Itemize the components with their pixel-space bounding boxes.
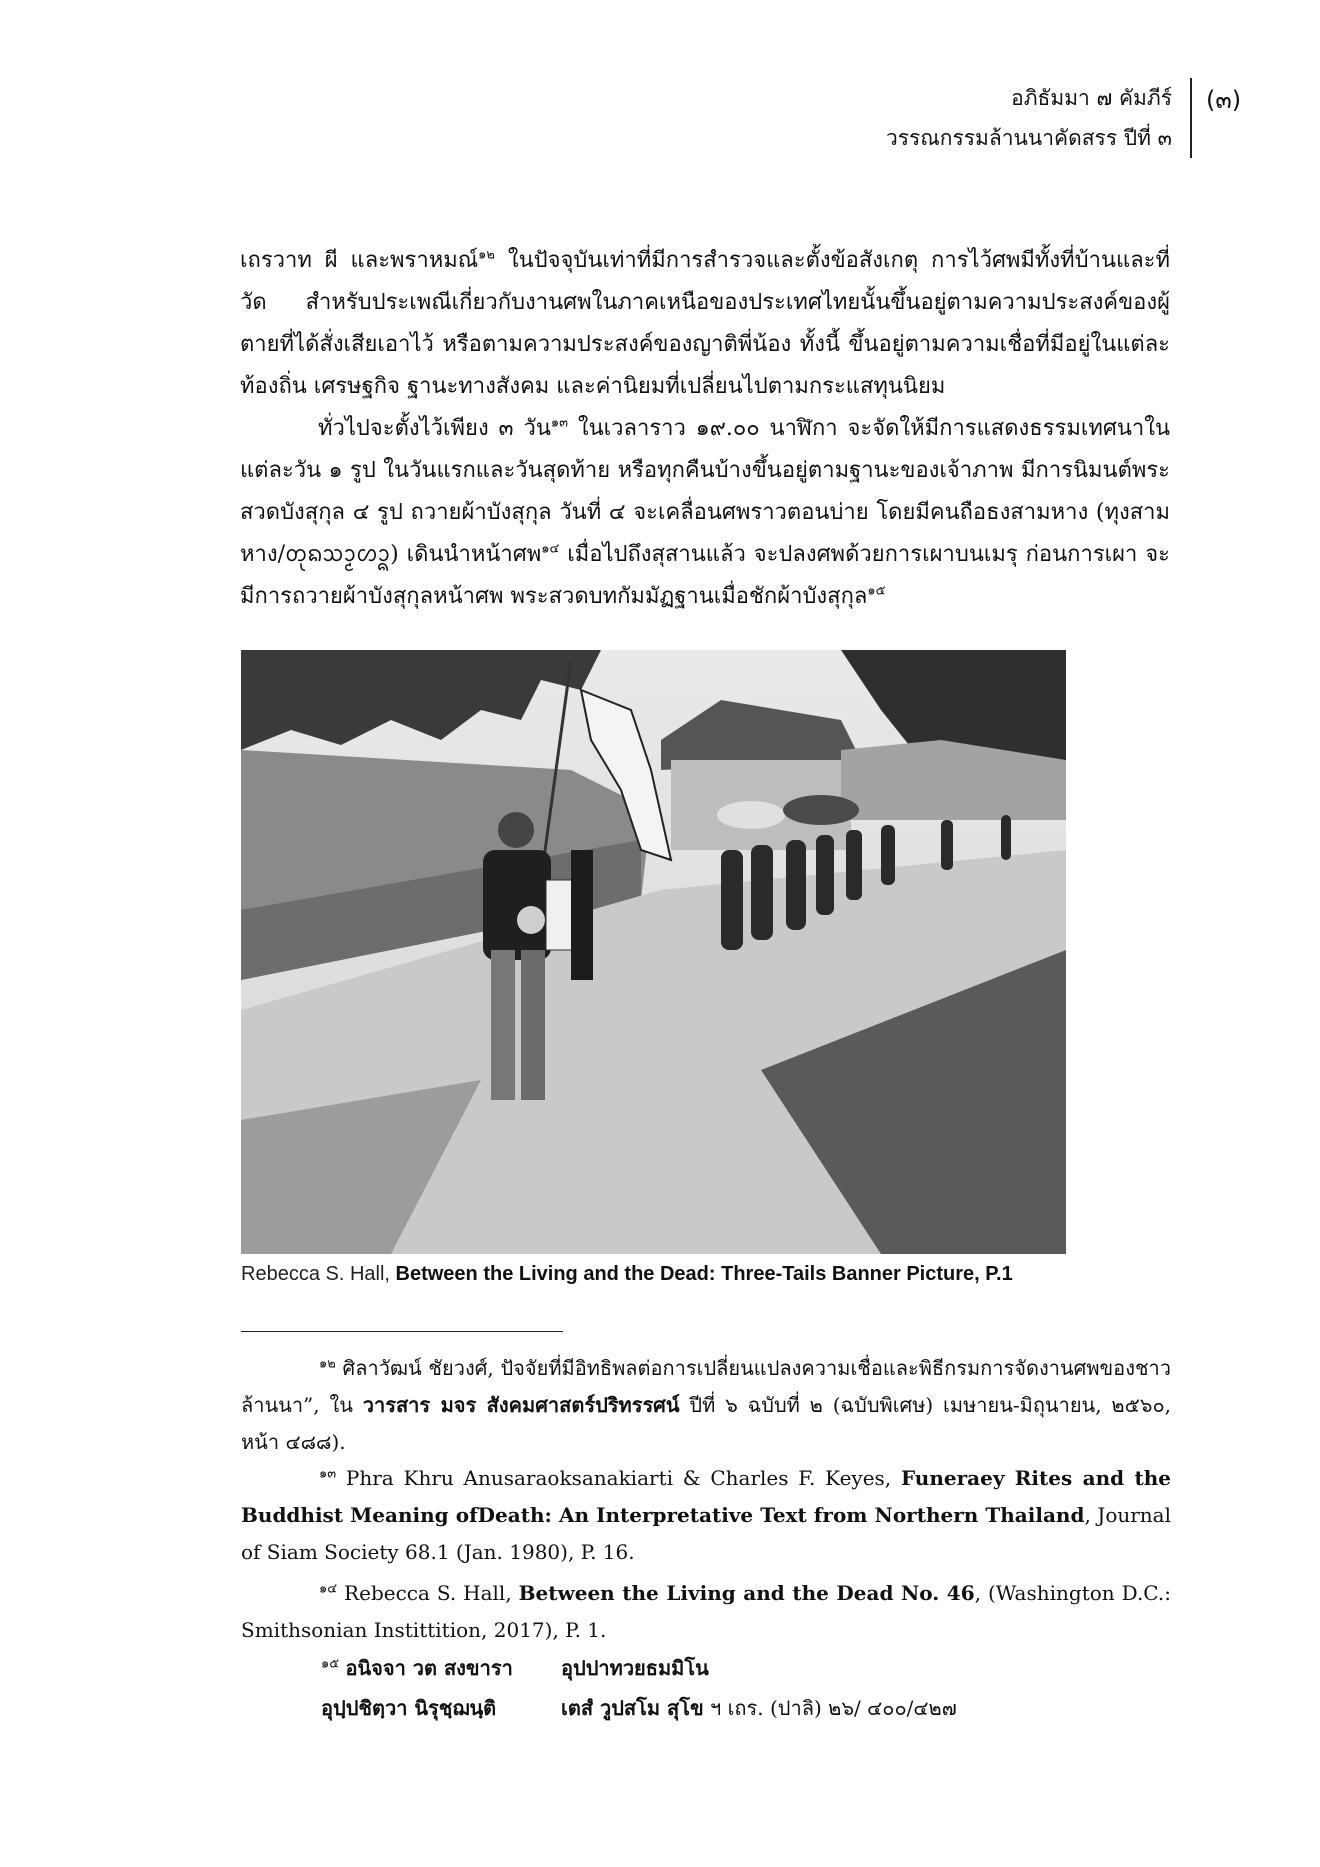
running-header xyxy=(886,78,1192,158)
footnote-ref-13[interactable]: ๑๓ xyxy=(550,415,568,431)
footnote-14: $^{๑๔}$ Rebecca S. Hall, Between the Living and the Dead No. 46, (Washington D.C.: Smithsonian Instittition, 2017), P. 1. xyxy=(241,1581,1171,1642)
footnote-12: $^{๑๒}$ ศิลาวัฒน์ ชัยวงศ์, ปัจจัยที่มีอิทธิพลต่อการเปลี่ยนแปลงความเชื่อและพิธีกรมการจัดงานศพของชาวล้านนา”, ใน วารสาร มจร สังคมศาสตร์ปริทรรศน์ ปีที่ ๖ ฉบับที่ ๒ (ฉบับพิเศษ) เมษายน-มิถุนายน, ๒๕๖๐, หน้า ๔๘๘). xyxy=(241,1356,1172,1454)
procession-photo xyxy=(241,650,1066,1254)
paragraph-1: เถรวาท ผี และพราหมณ์$^{๑๒}$ ในปัจจุบันเท่าที่มีการสำรวจและตั้งข้อสังเกตุ การไว้ศพมีทั้งที่บ้านและที่วัด สำหรับประเพณีเกี่ยวกับงานศพในภาคเหนือของประเทศไทยนั้นขึ้นอยู่ตามความประสงค์ของผู้ตายที่ได้สั่งเสียเอาไว้ หรือตามความประสงค์ของญาติพี่น้อง ทั้งนี้ ขึ้นอยู่ตามความเชื่อที่มีอยู่ในแต่ละท้องถิ่น เศรษฐกิจ ฐานะทางสังคม และค่านิยมที่เปลี่ยนไปตามกระแสทุนนิยม xyxy=(240,247,1171,399)
footnote-ref-14[interactable]: ๑๔ xyxy=(541,541,560,557)
footnote-separator xyxy=(241,1331,563,1332)
footnote-13: $^{๑๓}$ Phra Khru Anusaraoksanakiarti & Charles F. Keyes, Funeraey Rites and the Buddhist Meaning ofDeath: An Interpretative Text from Northern Thailand, Journal of Siam Society 68.1 (Jan. 1980), P. 16. xyxy=(241,1466,1172,1564)
figure-caption: Rebecca S. Hall, Between the Living and the Dead: Three-Tails Banner Picture, P.1 xyxy=(241,1263,1013,1285)
header-line-2: วรรณกรรมล้านนาคัดสรร ปีที่ ๓ xyxy=(885,126,1172,150)
paragraph-2: ทั่วไปจะตั้งไว้เพียง ๓ วัน$^{๑๓}$ ในเวลาราว ๑๙.๐๐ นาฬิกา จะจัดให้มีการแสดงธรรมเทศนาในแต่ละวัน ๑ รูป ในวันแรกและวันสุดท้าย หรือทุกคืนบ้างขึ้นอยู่ตามฐานะของเจ้าภาพ มีการนิมนต์พระสวดบังสุกุล ๔ รูป ถวายผ้าบังสุกุล วันที่ ๔ จะเคลื่อนศพราวตอนบ่าย โดยมีคนถือธงสามหาง (ทุงสามหาง/ᨲᩩᨦᩈᩣ᩠ᨾᩉᩣ᩠ᨦ) เดินนำหน้าศพ$^{๑๔}$ เมื่อไปถึงสุสานแล้ว จะปลงศพด้วยการเผาบนเมรุ ก่อนการเผา จะมีการถวายผ้าบังสุกุลหน้าศพ พระสวดบทกัมมัฏฐานเมื่อชักผ้าบังสุกุล$^{๑๕}$ xyxy=(240,415,1170,609)
header-line-1: อภิธัมมา ๗ คัมภีร์ xyxy=(1011,86,1172,110)
page-number: (๓) xyxy=(1206,86,1242,114)
procession-photo-illustration xyxy=(241,650,1066,1254)
footnote-15: $^{๑๕}$ อนิจจา วต สงขารา อุปปาทวยธมมิโน อุปฺปชิตฺวา นิรุชฺฌนฺติ เตสํ วูปสโม สุโข ฯ เถร. (ปาลิ) ๒๖/ ๔๐๐/๔๒๗ xyxy=(321,1656,957,1720)
footnote-ref-15[interactable]: ๑๕ xyxy=(867,583,886,599)
body-text xyxy=(240,240,1170,618)
footnote-ref-12[interactable]: ๑๒ xyxy=(478,247,495,263)
